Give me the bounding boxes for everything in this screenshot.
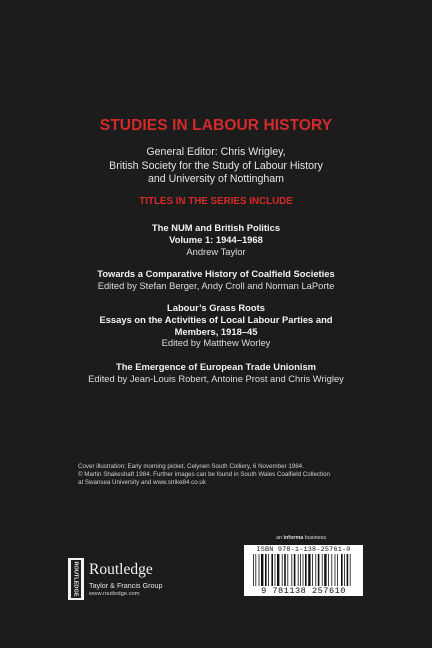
routledge-mark-icon <box>68 558 84 600</box>
editor-line: General Editor: Chris Wrigley, <box>146 146 286 158</box>
barcode-bar <box>318 554 320 586</box>
cover-credit-line: at Swansea University and www.strike84.co.uk <box>78 479 206 487</box>
series-title: STUDIES IN LABOUR HISTORY <box>99 117 333 134</box>
book-credit: Edited by Matthew Worley <box>161 337 271 349</box>
barcode-bar <box>335 554 336 586</box>
book-credit: Edited by Stefan Berger, Andy Croll and Norman LaPorte <box>97 279 335 291</box>
barcode-bar <box>315 554 316 586</box>
book-title: Essays on the Activities of Local Labour Parties and <box>99 313 333 325</box>
isbn-barcode <box>244 545 363 596</box>
barcode-bar <box>324 554 326 586</box>
cover-credit <box>78 463 378 488</box>
informa-prefix: an <box>276 535 284 541</box>
barcode-bar <box>253 554 254 586</box>
routledge-logo <box>68 558 198 600</box>
book-title: Towards a Comparative History of Coalfield Societies <box>97 268 335 279</box>
book-credit: Andrew Taylor <box>186 245 246 257</box>
informa-suffix: business <box>303 535 327 541</box>
barcode-bar <box>312 554 313 586</box>
barcode-bar <box>303 554 304 586</box>
book-entry <box>0 361 432 385</box>
isbn-label: ISBN 978-1-138-25761-0 <box>256 546 351 554</box>
editor-line: British Society for the Study of Labour History <box>109 159 323 172</box>
book-entry <box>0 302 432 349</box>
cover-credit-line: Cover illustration: Early morning picket, Celynen South Colliery, 6 November 1984. <box>78 463 304 470</box>
barcode-bar <box>341 554 343 586</box>
book-entry <box>0 268 432 292</box>
barcode-bar <box>282 554 283 586</box>
barcode-bar <box>291 554 292 586</box>
barcode-bar <box>347 554 349 586</box>
barcode-bar <box>300 554 301 586</box>
cover-credit-line: © Martin Shakeshaft 1984. Further images can be found in South Wales Coalfield Collection <box>78 471 330 479</box>
barcode-bar <box>337 554 338 586</box>
barcode-bar <box>265 554 267 586</box>
barcode-bar <box>287 554 288 586</box>
informa-brand: informa <box>283 535 304 541</box>
barcode-bar <box>350 554 351 586</box>
barcode-bar <box>268 554 269 586</box>
editor-line: and University of Nottingham <box>147 173 285 186</box>
barcode-bar <box>344 554 345 586</box>
titles-heading: TITLES IN THE SERIES INCLUDE <box>139 196 293 207</box>
barcode-bars <box>253 554 354 586</box>
book-credit: Edited by Jean-Louis Robert, Antoine Prost and Chris Wrigley <box>88 372 344 384</box>
book-title: Labour’s Grass Roots <box>167 302 265 313</box>
barcode-bar <box>277 554 279 586</box>
book-title: The NUM and British Politics <box>151 222 281 233</box>
barcode-bar <box>322 554 323 586</box>
barcode-bar <box>294 554 296 586</box>
ean-number: 9 781138 257610 <box>261 586 346 596</box>
barcode-bar <box>284 554 286 586</box>
barcode-bar <box>259 554 260 586</box>
book-title: Members, 1918–45 <box>174 325 258 337</box>
barcode-bar <box>255 554 256 586</box>
informa-business-tag <box>276 535 326 541</box>
barcode-bar <box>275 554 276 586</box>
publisher-group: Taylor & Francis Group <box>89 581 163 590</box>
publisher-name: Routledge <box>89 561 153 578</box>
book-title: The Emergence of European Trade Unionism <box>115 361 317 372</box>
barcode-bar <box>261 554 263 586</box>
book-entry <box>0 222 432 257</box>
barcode-bar <box>328 554 329 586</box>
barcode-bar <box>298 554 299 586</box>
publisher-url: www.routledge.com <box>89 591 140 597</box>
barcode-bar <box>271 554 273 586</box>
barcode-bar <box>308 554 310 586</box>
general-editor <box>0 146 432 187</box>
barcode-bar <box>331 554 332 586</box>
routledge-vertical-text: ROUTLEDGE <box>72 561 79 597</box>
barcode-bar <box>305 554 307 586</box>
book-title: Volume 1: 1944–1968 <box>169 233 263 245</box>
